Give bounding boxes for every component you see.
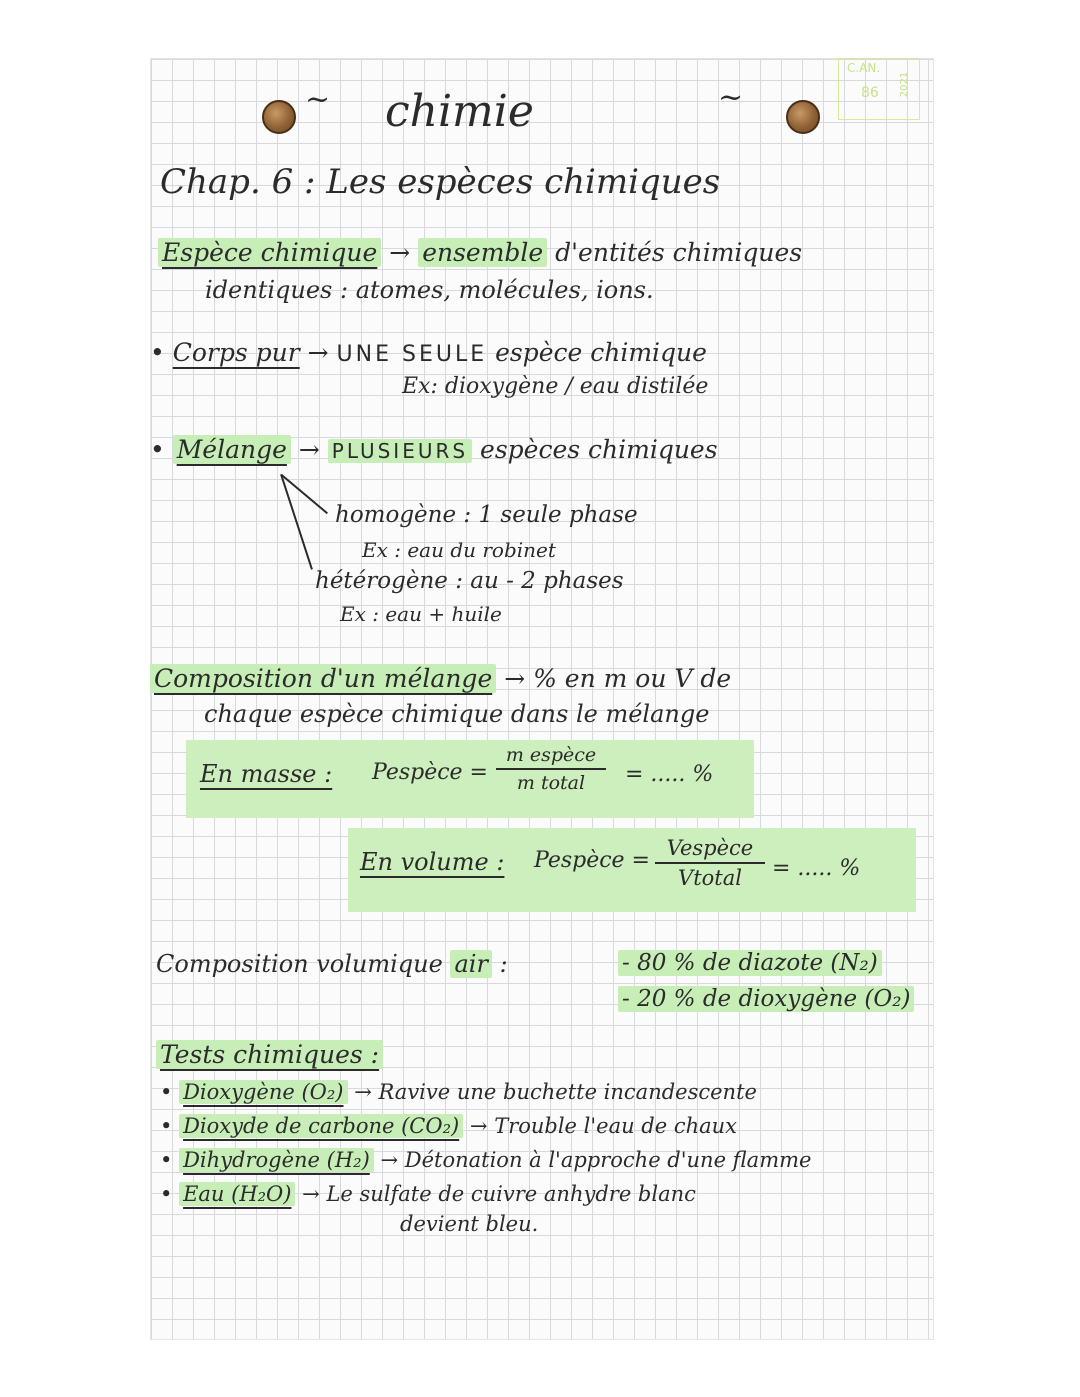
tilde-left: ~ [305,82,331,117]
tests-title: Tests chimiques : [156,1040,383,1069]
term-composition: Composition d'un mélange [150,664,496,693]
test-item-oxygen: • Dioxygène (O₂) → Ravive une buchette incandescente [160,1080,757,1104]
formula-mass-fraction [496,744,606,794]
homogeneous-line: homogène : 1 seule phase [335,502,638,528]
formula-mass-numerator: m espèce [505,744,597,766]
stamp-logo: C.AN. 86 2021 [838,58,920,120]
term-corps-pur: Corps pur [172,338,300,367]
composition-line2: chaque espèce chimique dans le mélange [204,700,710,728]
formula-volume-fraction [655,836,765,890]
composition-line1: Composition d'un mélange → % en m ou V de [150,664,731,693]
page-title: chimie [385,86,534,137]
formula-mass-rhs: = ..... % [625,762,714,787]
definition-line1: Espèce chimique → ensemble d'entités chimiques [158,238,802,267]
formula-volume-denominator: Vtotal [678,865,742,890]
pure-substance-line: • Corps pur → UNE SEULE espèce chimique [150,338,707,367]
formula-mass-denominator: m total [516,771,586,794]
formula-volume-label: En volume : [360,848,505,876]
formula-volume-lhs: Pespèce = [534,848,650,873]
formula-mass-lhs: Pespèce = [372,760,488,785]
homogeneous-example: Ex : eau du robinet [362,538,556,562]
heterogeneous-line: hétérogène : au - 2 phases [315,568,624,594]
air-item-nitrogen: - 80 % de diazote (N₂) [618,950,882,976]
highlight-ensemble: ensemble [418,238,547,267]
air-composition-line: Composition volumique air : [156,950,508,978]
term-espece-chimique: Espèce chimique [158,238,381,267]
test-item-water-line2: devient bleu. [400,1212,539,1236]
test-item-co2: • Dioxyde de carbone (CO₂) → Trouble l'eau de chaux [160,1114,738,1138]
mixture-line: • Mélange → PLUSIEURS espèces chimiques [150,435,718,464]
test-item-water: • Eau (H₂O) → Le sulfate de cuivre anhydre blanc [160,1182,696,1206]
air-item-oxygen: - 20 % de dioxygène (O₂) [618,986,914,1012]
formula-volume-numerator: Vespèce [666,836,754,860]
formula-mass-label: En masse : [200,760,333,788]
binder-hole-right-icon [786,100,820,134]
heterogeneous-example: Ex : eau + huile [340,602,502,626]
test-item-hydrogen: • Dihydrogène (H₂) → Détonation à l'approche d'une flamme [160,1148,812,1172]
tilde-right: ~ [718,80,744,115]
term-melange: Mélange [173,435,291,464]
highlight-air: air [450,950,491,978]
chapter-title: Chap. 6 : Les espèces chimiques [160,162,721,202]
definition-line2: identiques : atomes, molécules, ions. [205,276,654,304]
binder-hole-left-icon [262,100,296,134]
pure-example: Ex: dioxygène / eau distilée [402,374,709,399]
formula-volume-rhs: = ..... % [772,856,861,881]
